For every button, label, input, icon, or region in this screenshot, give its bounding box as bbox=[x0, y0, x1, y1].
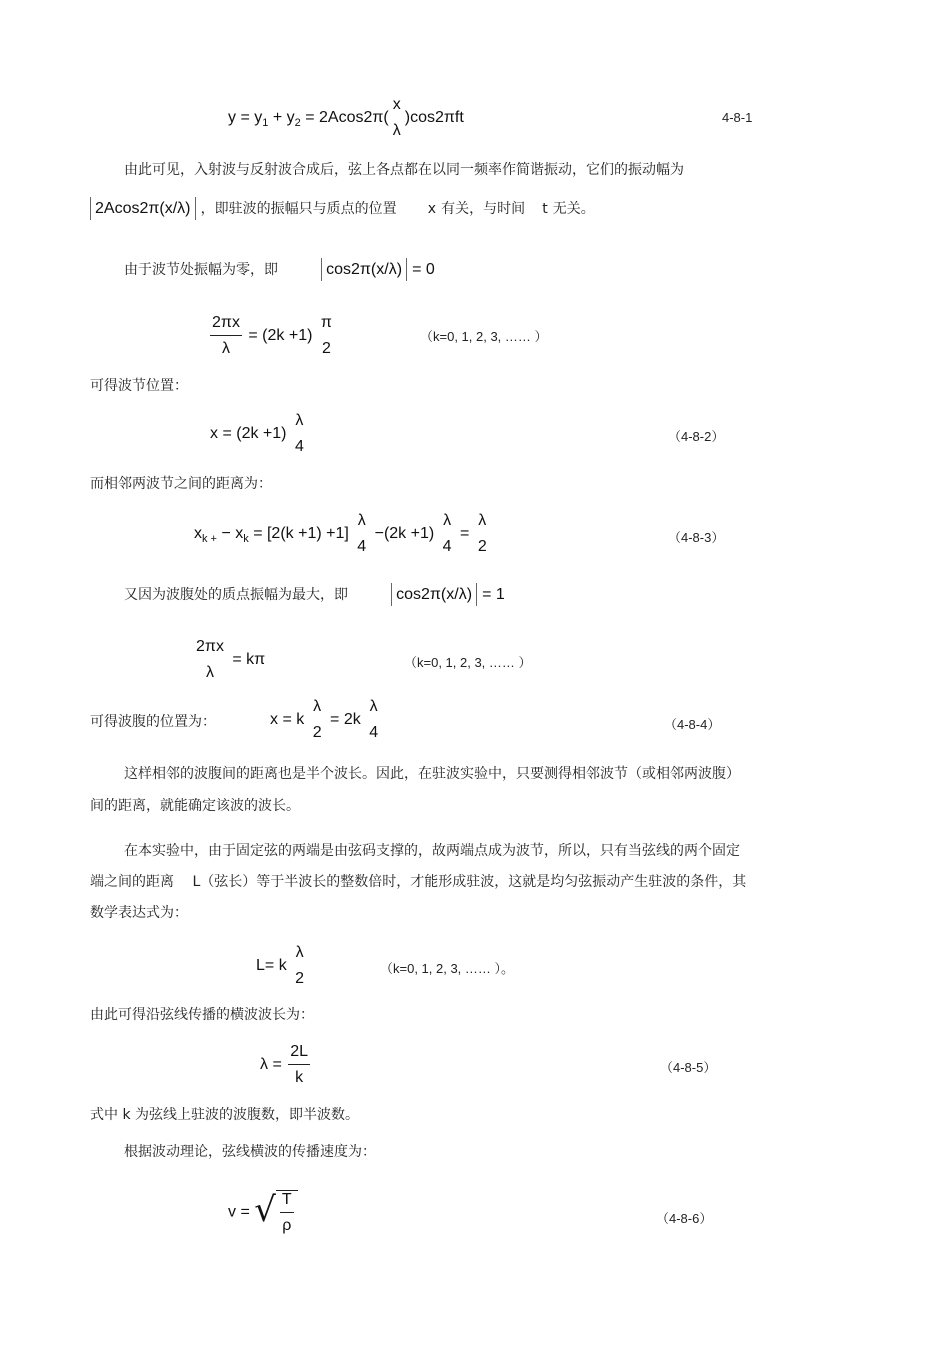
eq-symbol: + bbox=[272, 109, 283, 127]
paragraph-text: 间的距离，就能确定该波的波长。 bbox=[90, 798, 300, 814]
eq-symbol: L= k bbox=[256, 957, 287, 975]
paragraph-text: 数学表达式为： bbox=[90, 905, 188, 921]
fraction bbox=[293, 412, 306, 456]
paragraph-line bbox=[124, 259, 435, 280]
eq-symbol: )cos2πft bbox=[404, 109, 464, 127]
paragraph-text: 端之间的距离 bbox=[90, 874, 174, 890]
variable-x: x bbox=[427, 201, 436, 217]
eq-symbol: 2Acos2π( bbox=[319, 109, 389, 127]
equation-antinode-condition bbox=[192, 638, 265, 682]
equation-4-8-4 bbox=[270, 698, 382, 742]
fraction-denominator: 4 bbox=[369, 724, 379, 741]
paragraph-text: 由此可得沿弦线传播的横波波长为： bbox=[90, 1007, 314, 1023]
eq-subscript: 1 bbox=[262, 117, 269, 130]
fraction-numerator: T bbox=[281, 1191, 292, 1208]
square-root bbox=[254, 1190, 297, 1235]
fraction bbox=[441, 512, 454, 556]
equation-4-8-6 bbox=[228, 1190, 298, 1235]
equation-number: （4-8-3） bbox=[668, 530, 725, 545]
fraction-denominator: 4 bbox=[294, 438, 304, 455]
fraction-numerator: 2L bbox=[290, 1043, 309, 1060]
fraction bbox=[280, 1191, 294, 1235]
equation-4-8-1 bbox=[228, 96, 464, 140]
eq-subscript: k + bbox=[202, 533, 217, 546]
paragraph-text: 这样相邻的波腹间的距离也是半个波长。因此，在驻波实验中，只要测得相邻波节（或相邻两波腹） bbox=[124, 766, 740, 782]
fraction-numerator: λ bbox=[478, 512, 487, 529]
fraction bbox=[355, 512, 368, 556]
eq-symbol: = bbox=[240, 109, 250, 127]
paragraph-text: 由于波节处振幅为零，即 bbox=[124, 262, 278, 278]
fraction-numerator: 2πx bbox=[196, 638, 224, 655]
equation-number: 4-8-1 bbox=[722, 110, 753, 125]
fraction bbox=[194, 638, 226, 682]
fraction-numerator: λ bbox=[295, 412, 304, 429]
eq-symbol: = 0 bbox=[412, 261, 435, 278]
k-condition: （k=0, 1, 2, 3, …… ）。 bbox=[380, 961, 515, 976]
fraction-denominator: ρ bbox=[282, 1217, 292, 1234]
paragraph-text: 又因为波腹处的质点振幅为最大，即 bbox=[124, 587, 348, 603]
amplitude-expression: cos2π(x/λ) bbox=[391, 583, 477, 606]
radicand bbox=[276, 1190, 298, 1235]
equation-node-condition bbox=[208, 314, 336, 358]
fraction-numerator: λ bbox=[357, 512, 366, 529]
paragraph-line bbox=[90, 872, 746, 892]
eq-symbol: = kπ bbox=[232, 651, 266, 669]
paragraph-text: 可得波节位置： bbox=[90, 378, 188, 394]
eq-symbol: = 1 bbox=[482, 586, 505, 603]
paragraph-text: 可得波腹的位置为： bbox=[90, 714, 216, 730]
fraction-denominator: 2 bbox=[321, 340, 331, 357]
equation-4-8-3 bbox=[194, 512, 491, 556]
fraction bbox=[288, 1043, 310, 1087]
equation-number: （4-8-2） bbox=[668, 429, 725, 444]
eq-symbol: x bbox=[194, 525, 202, 543]
fraction bbox=[293, 944, 306, 988]
fraction bbox=[210, 314, 242, 358]
fraction-denominator: 4 bbox=[357, 538, 367, 555]
fraction bbox=[476, 512, 489, 556]
fraction-denominator: 4 bbox=[442, 538, 452, 555]
eq-symbol: = bbox=[460, 525, 470, 543]
eq-subscript: k bbox=[243, 533, 249, 546]
eq-symbol: y bbox=[228, 109, 236, 127]
fraction-denominator: 2 bbox=[477, 538, 487, 555]
fraction-numerator: λ bbox=[313, 698, 322, 715]
paragraph-text: 无关。 bbox=[552, 201, 595, 217]
eq-symbol: y bbox=[254, 109, 263, 127]
fraction bbox=[367, 698, 380, 742]
eq-symbol: = [2(k +1) +1] bbox=[253, 525, 349, 543]
eq-symbol: = (2k +1) bbox=[248, 327, 313, 345]
fraction bbox=[319, 314, 334, 358]
fraction bbox=[391, 96, 403, 140]
fraction-numerator: λ bbox=[443, 512, 452, 529]
equation-4-8-2 bbox=[210, 412, 308, 456]
paragraph-text: 根据波动理论，弦线横波的传播速度为： bbox=[124, 1144, 376, 1160]
eq-symbol: = 2k bbox=[330, 711, 361, 729]
fraction-denominator: 2 bbox=[295, 970, 305, 987]
fraction-denominator: λ bbox=[205, 664, 214, 681]
eq-symbol: v = bbox=[228, 1203, 250, 1221]
eq-symbol: −(2k +1) bbox=[374, 525, 435, 543]
equation-number: （4-8-5） bbox=[660, 1060, 717, 1075]
paragraph-text: 式中 k 为弦线上驻波的波腹数，即半波数。 bbox=[90, 1107, 360, 1123]
variable-t: t bbox=[542, 201, 548, 217]
paragraph-text: L（弦长）等于半波长的整数倍时，才能形成驻波，这就是均匀弦振动产生驻波的条件，其 bbox=[192, 874, 747, 890]
paragraph-text: 由此可见，入射波与反射波合成后，弦上各点都在以同一频率作简谐振动，它们的振动幅为 bbox=[124, 162, 684, 178]
eq-symbol: x = k bbox=[270, 711, 305, 729]
fraction bbox=[311, 698, 324, 742]
eq-subscript: 2 bbox=[294, 117, 301, 130]
paragraph-line bbox=[90, 198, 595, 219]
k-condition: （k=0, 1, 2, 3, …… ） bbox=[420, 329, 548, 344]
fraction-denominator: k bbox=[295, 1069, 304, 1086]
radical-sign: √ bbox=[254, 1190, 276, 1230]
fraction-denominator: λ bbox=[392, 122, 401, 139]
paragraph-text: 而相邻两波节之间的距离为： bbox=[90, 476, 272, 492]
fraction-numerator: λ bbox=[295, 944, 304, 961]
eq-symbol: = bbox=[305, 109, 315, 127]
fraction-denominator: λ bbox=[221, 340, 230, 357]
equation-number: （4-8-6） bbox=[656, 1211, 713, 1226]
fraction-numerator: λ bbox=[369, 698, 378, 715]
eq-symbol: x = (2k +1) bbox=[210, 425, 287, 443]
amplitude-expression: 2Acos2π(x/λ) bbox=[90, 197, 196, 220]
eq-symbol: y bbox=[286, 109, 295, 127]
equation-string-length bbox=[256, 944, 308, 988]
amplitude-expression: cos2π(x/λ) bbox=[321, 258, 407, 281]
fraction-numerator: x bbox=[392, 96, 401, 113]
equation-4-8-5 bbox=[260, 1043, 312, 1087]
fraction-numerator: 2πx bbox=[212, 314, 240, 331]
k-condition: （k=0, 1, 2, 3, …… ） bbox=[404, 655, 532, 670]
eq-symbol: − x bbox=[221, 525, 244, 543]
equation-number: （4-8-4） bbox=[664, 717, 721, 732]
paragraph-text: 有关，与时间 bbox=[441, 201, 526, 217]
fraction-denominator: 2 bbox=[312, 724, 322, 741]
paragraph-line bbox=[124, 584, 505, 605]
eq-symbol: λ = bbox=[260, 1056, 282, 1074]
paragraph-text: ，即驻波的振幅只与质点的位置 bbox=[200, 201, 397, 217]
fraction-numerator: π bbox=[320, 314, 332, 331]
paragraph-text: 在本实验中，由于固定弦的两端是由弦码支撑的，故两端点成为波节，所以，只有当弦线的两个固定 bbox=[124, 843, 740, 859]
